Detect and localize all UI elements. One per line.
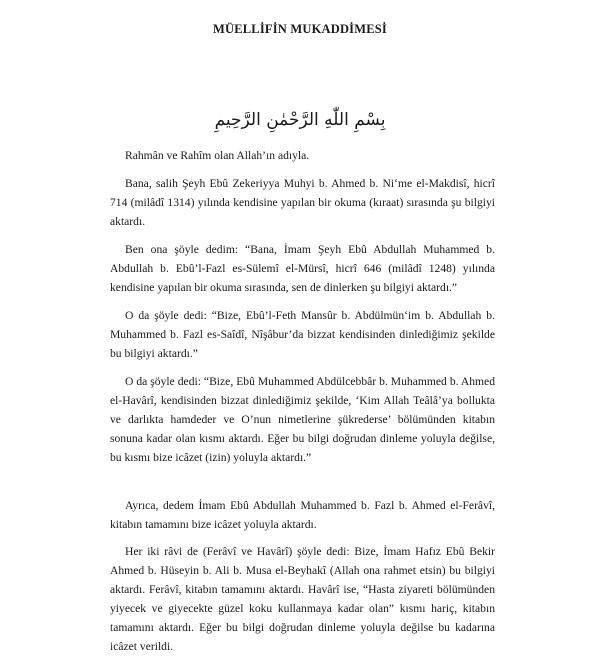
- paragraph-7: Her iki râvi de (Ferâvî ve Havârî) şöyle dedi: Bize, İmam Hafız Ebû Bekir Ahmed b. Hüseyin b. Ali b. Musa el-Beyhakî (Allah ona rahmet etsin) bu bilgiyi aktardı. Ferâvî, kitabın tamamını aktardı. Havârî ise, “Hasta ziyareti bölümünden yiyecek ve giyecekte güzel koku kullanmaya kadar olan” kısmı hariç, kitabın tamamını aktardı. Eğer bu bilgi doğrudan dinleme yoluyla değilse bu kadarına icâzet verildi.: [110, 545, 495, 653]
- paragraph-6: Ayrıca, dedem İmam Ebû Abdullah Muhammed b. Fazl b. Ahmed el-Ferâvî, kitabın tamamını bize icâzet yoluyla aktardı.: [110, 499, 495, 531]
- page-heading: MÜELLİFİN MUKADDİMESİ: [213, 22, 387, 36]
- basmala: بِسْمِ اللّٰهِ الرَّحْمٰنِ الرَّحِيمِ: [214, 110, 386, 130]
- paragraph-5: O da şöyle dedi: “Bize, Ebû Muhammed Abdülcebbâr b. Muhammed b. Ahmed el-Havârî, kendisinden bizzat dinlediğimiz şekilde, ‘Kim Allah Teâlâ’ya bollukta ve darlıkta hamdeder ve O’nun nimetlerine şükrederse’ bölümünden kitabın sonuna kadar olan kısmı aktardı. Eğer bu bilgi doğrudan dinleme yoluyla değilse, bu kısmı bize icâzet (izin) yoluyla aktardı.”: [110, 375, 495, 464]
- paragraph-2: Bana, salih Şeyh Ebû Zekeriyya Muhyi b. Ahmed b. Ni‘me el-Makdisî, hicrî 714 (milâdî 1314) yılında kendisine yapılan bir okuma (kıraat) sırasında şu bilgiyi aktardı.: [110, 177, 495, 228]
- paragraph-4: O da şöyle dedi: “Bize, Ebû’l-Feth Mansûr b. Abdülmün‘im b. Abdullah b. Muhammed b. Fazl es-Saîdî, Nîşâbur’da bizzat kendisinden dinlediğimiz şekilde bu bilgiyi aktardı.”: [110, 309, 495, 360]
- paragraph-1: Rahmân ve Rahîm olan Allah’ın adıyla.: [125, 149, 310, 162]
- paragraph-3: Ben ona şöyle dedim: “Bana, İmam Şeyh Ebû Abdullah Muhammed b. Abdullah b. Ebû’l-Fazl es-Sülemî el-Mürsî, hicrî 646 (milâdî 1248) yılında kendisine yapılan bir okuma sırasında, sen de dinlerken şu bilgiyi aktardı.”: [110, 243, 495, 294]
